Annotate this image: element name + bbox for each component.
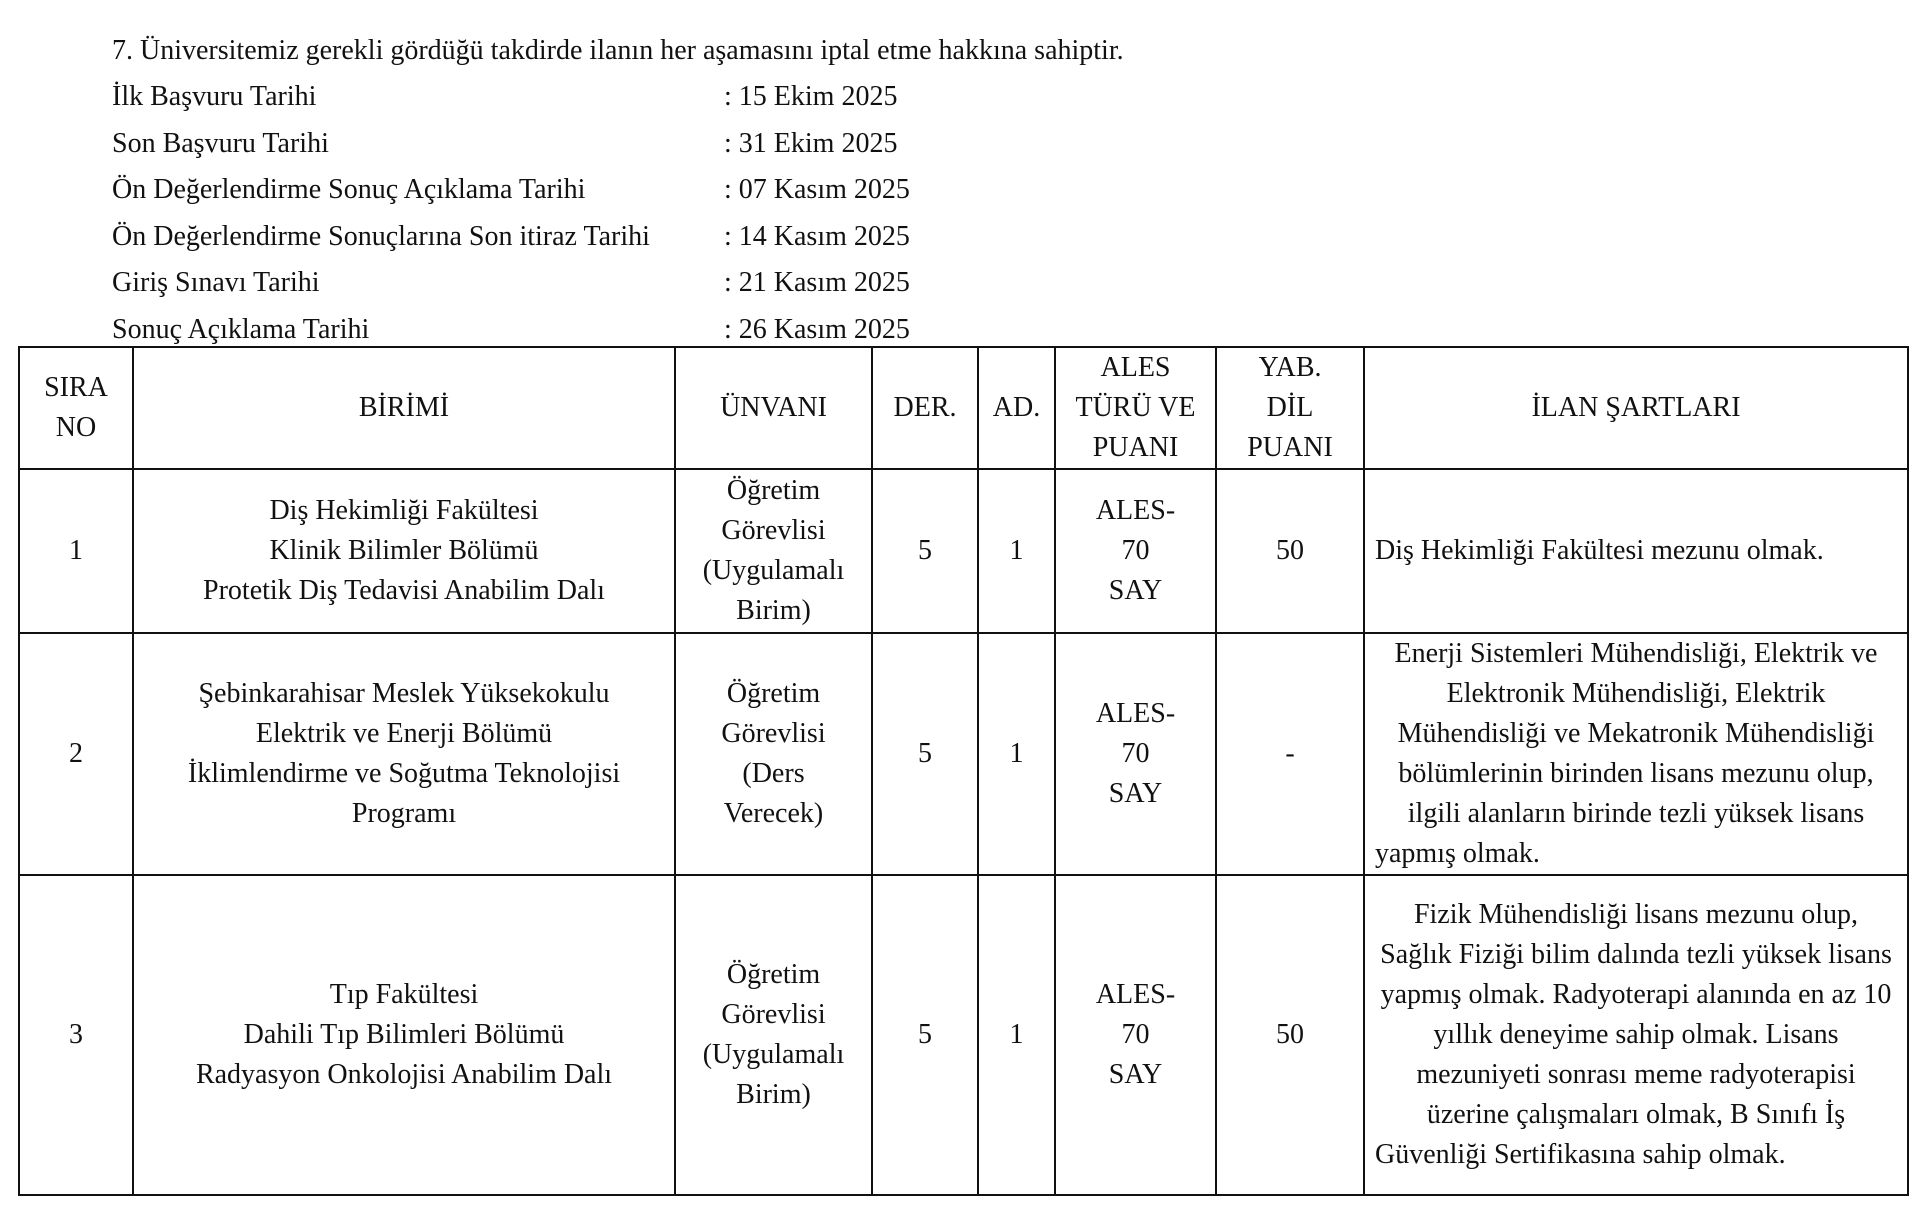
cell-ad: 1 [978, 633, 1055, 875]
date-value: : 31 Ekim 2025 [724, 127, 898, 159]
cell-sira: 1 [19, 469, 133, 633]
date-row [112, 167, 910, 214]
cell-yab-dil: 50 [1216, 469, 1364, 633]
cell-unvani: Öğretim Görevlisi (Ders Verecek) [675, 633, 872, 875]
item-7: 7. Üniversitemiz gerekli gördüğü takdirde ilanın her aşamasını iptal etme hakkına sahiptir. [112, 35, 1124, 66]
cell-unvani: Öğretim Görevlisi (Uygulamalı Birim) [675, 469, 872, 633]
table-row [19, 875, 1908, 1195]
cell-der: 5 [872, 469, 978, 633]
date-row [112, 214, 910, 261]
cell-ilan-sartlari: Fizik Mühendisliği lisans mezunu olup, Sağlık Fiziği bilim dalında tezli yüksek lisans yapmış olmak. Radyoterapi alanında en az 10 yıllık deneyime sahip olmak. Lisans mezuniyeti sonrası meme radyoterapisi üzerine çalışmaları olmak, B Sınıfı İş Güvenliği Sertifikasına sahip olmak. [1364, 875, 1908, 1195]
header-sira-no: SIRA NO [19, 347, 133, 469]
date-label: Ön Değerlendirme Sonuç Açıklama Tarihi [112, 174, 586, 205]
cell-sira: 2 [19, 633, 133, 875]
cell-der: 5 [872, 875, 978, 1195]
positions-table [18, 346, 1909, 1196]
cell-ilan-sartlari: Diş Hekimliği Fakültesi mezunu olmak. [1364, 469, 1908, 633]
table-row [19, 633, 1908, 875]
header-der: DER. [872, 347, 978, 469]
table-header-row [19, 347, 1908, 469]
header-ilan-sartlari: İLAN ŞARTLARI [1364, 347, 1908, 469]
cell-ad: 1 [978, 875, 1055, 1195]
cell-yab-dil: 50 [1216, 875, 1364, 1195]
cell-der: 5 [872, 633, 978, 875]
cell-yab-dil: - [1216, 633, 1364, 875]
date-label: Sonuç Açıklama Tarihi [112, 313, 370, 345]
cell-birimi: Tıp Fakültesi Dahili Tıp Bilimleri Bölümü Radyasyon Onkolojisi Anabilim Dalı [133, 875, 675, 1195]
cell-birimi: Şebinkarahisar Meslek Yüksekokulu Elektrik ve Enerji Bölümü İklimlendirme ve Soğutma Teknolojisi Programı [133, 633, 675, 875]
cell-ales: ALES- 70 SAY [1055, 469, 1216, 633]
date-row [112, 260, 910, 307]
date-value: : 07 Kasım 2025 [724, 174, 910, 205]
intro-text [112, 28, 1124, 74]
date-row [112, 121, 910, 168]
date-label: Giriş Sınavı Tarihi [112, 267, 320, 298]
header-ad: AD. [978, 347, 1055, 469]
cell-unvani: Öğretim Görevlisi (Uygulamalı Birim) [675, 875, 872, 1195]
table-row [19, 469, 1908, 633]
cell-birimi: Diş Hekimliği Fakültesi Klinik Bilimler Bölümü Protetik Diş Tedavisi Anabilim Dalı [133, 469, 675, 633]
date-label: İlk Başvuru Tarihi [112, 81, 317, 112]
date-label: Ön Değerlendirme Sonuçlarına Son itiraz Tarihi [112, 220, 650, 252]
cell-ales: ALES- 70 SAY [1055, 633, 1216, 875]
date-value: : 14 Kasım 2025 [724, 220, 910, 252]
date-value: : 15 Ekim 2025 [724, 81, 898, 112]
date-row [112, 74, 910, 121]
date-value: : 21 Kasım 2025 [724, 267, 910, 298]
date-label: Son Başvuru Tarihi [112, 127, 329, 159]
header-ales: ALES TÜRÜ VE PUANI [1055, 347, 1216, 469]
header-birimi: BİRİMİ [133, 347, 675, 469]
cell-sira: 3 [19, 875, 133, 1195]
date-value: : 26 Kasım 2025 [724, 313, 910, 345]
header-yab-dil: YAB. DİL PUANI [1216, 347, 1364, 469]
dates-list [112, 74, 910, 353]
header-unvani: ÜNVANI [675, 347, 872, 469]
cell-ad: 1 [978, 469, 1055, 633]
cell-ilan-sartlari: Enerji Sistemleri Mühendisliği, Elektrik ve Elektronik Mühendisliği, Elektrik Mühendisliği ve Mekatronik Mühendisliği bölümlerinin birinden lisans mezunu olup, ilgili alanların birinde tezli yüksek lisans yapmış olmak. [1364, 633, 1908, 875]
cell-ales: ALES- 70 SAY [1055, 875, 1216, 1195]
